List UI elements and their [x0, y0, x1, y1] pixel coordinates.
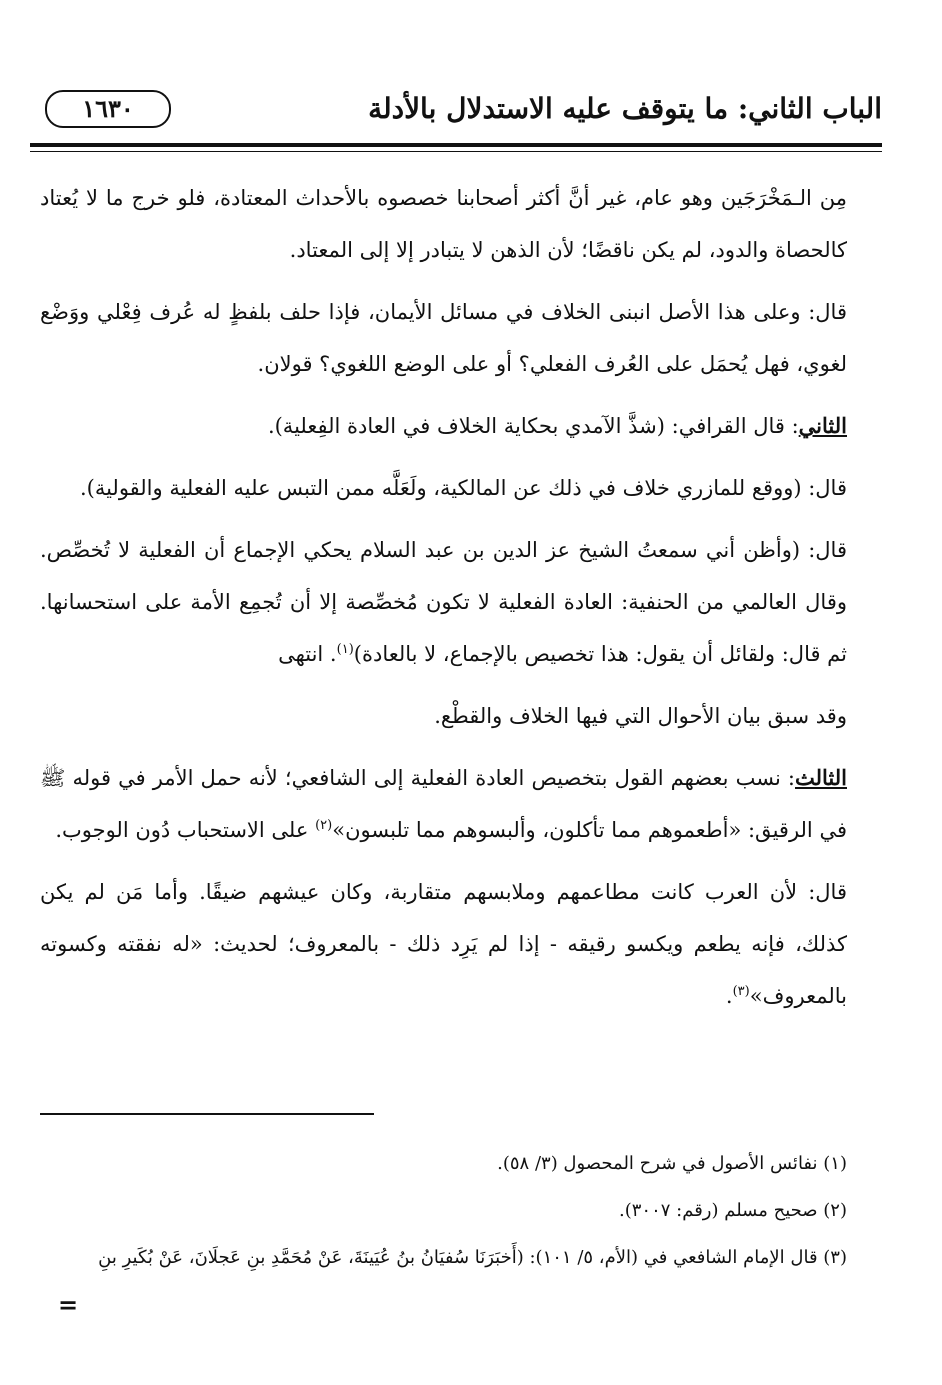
- section-heading-second: الثاني: [798, 413, 847, 438]
- footnote-separator: [40, 1113, 374, 1115]
- paragraph-4: قال: (ووقع للمازري خلاف في ذلك عن المالكية، ولَعَلَّه ممن التبس عليه الفعلية والقولية).: [79, 476, 847, 500]
- paragraph-5: [40, 524, 847, 680]
- paragraph-8: [40, 866, 847, 1022]
- paragraph-6: وقد سبق بيان الأحوال التي فيها الخلاف والقطْع.: [434, 704, 847, 728]
- footnote-ref-1[interactable]: (١): [336, 642, 354, 657]
- paragraph-7-end: على الاستحباب دُون الوجوب.: [55, 818, 316, 842]
- continuation-mark: =: [58, 1290, 79, 1319]
- paragraph-7: [40, 752, 847, 856]
- main-text: [40, 172, 847, 1032]
- paragraph-5-end: . انتهى: [278, 642, 337, 666]
- section-heading-third: الثالث: [795, 765, 847, 790]
- footnotes: [40, 1140, 847, 1281]
- paragraph-5-text: قال: (وأظن أني سمعتُ الشيخ عز الدين بن عبد السلام يحكي الإجماع أن الفعلية لا تُخصِّص. وقال العالمي من الحنفية: العادة الفعلية لا تكون مُخصِّصة إلا أن تُجمِع الأمة على استحسانها. ثم قال: ولقائل أن يقول: هذا تخصيص بالإجماع، لا بالعادة): [40, 538, 847, 666]
- paragraph-3: [40, 400, 847, 452]
- footnote-3: (٣) قال الإمام الشافعي في (الأم، ٥/ ١٠١): (أَخبَرَنَا سُفيَانُ بنُ عُيَينَةَ، عَنْ مُحَمَّدِ بنِ عَجلَانَ، عَنْ بُكَيرِ بنِ: [98, 1247, 847, 1268]
- footnote-ref-3[interactable]: (٣): [732, 984, 750, 999]
- footnote-ref-2[interactable]: (٢): [315, 818, 333, 833]
- paragraph-3-text: : قال القرافي: (شذَّ الآمدي بحكاية الخلاف في العادة الفِعلية).: [267, 414, 799, 438]
- header-rule-thick: [30, 143, 882, 147]
- paragraph-2: قال: وعلى هذا الأصل انبنى الخلاف في مسائل الأيمان، فإذا حلف بلفظٍ له عُرف فِعْلي ووَضْع لغوي، فهل يُحمَل على العُرف الفعلي؟ أو على الوضع اللغوي؟ قولان.: [40, 300, 847, 376]
- running-title: الباب الثاني: ما يتوقف عليه الاستدلال بالأدلة: [368, 92, 882, 125]
- paragraph-7-text: : نسب بعضهم القول بتخصيص العادة الفعلية إلى الشافعي؛ لأنه حمل الأمر في قوله ﷺ في الرقيق: «أطعموهم مما تأكلون، وألبسوهم مما تلبسون»: [40, 766, 847, 842]
- page-number-badge: ١٦٣٠: [45, 90, 171, 128]
- footnote-2: (٢) صحيح مسلم (رقم: ٣٠٠٧).: [619, 1200, 847, 1221]
- paragraph-1: مِن الـمَخْرَجَين وهو عام، غير أنَّ أكثر أصحابنا خصصوه بالأحداث المعتادة، فلو خرج ما لا يُعتاد كالحصاة والدود، لم يكن ناقضًا؛ لأن الذهن لا يتبادر إلا إلى المعتاد.: [40, 186, 847, 262]
- footnote-1: (١) نفائس الأصول في شرح المحصول (٣/ ٥٨).: [497, 1153, 847, 1174]
- paragraph-8-text: قال: لأن العرب كانت مطاعمهم وملابسهم متقاربة، وكان عيشهم ضيقًا. وأما مَن لم يكن كذلك، فإنه يطعم ويكسو رقيقه - إذا لم يَرِد ذلك - بالمعروف؛ لحديث: «له نفقته وكسوته بالمعروف»: [40, 880, 847, 1008]
- page-header: [30, 82, 912, 144]
- paragraph-8-end: .: [725, 984, 733, 1008]
- header-rule-thin: [30, 151, 882, 152]
